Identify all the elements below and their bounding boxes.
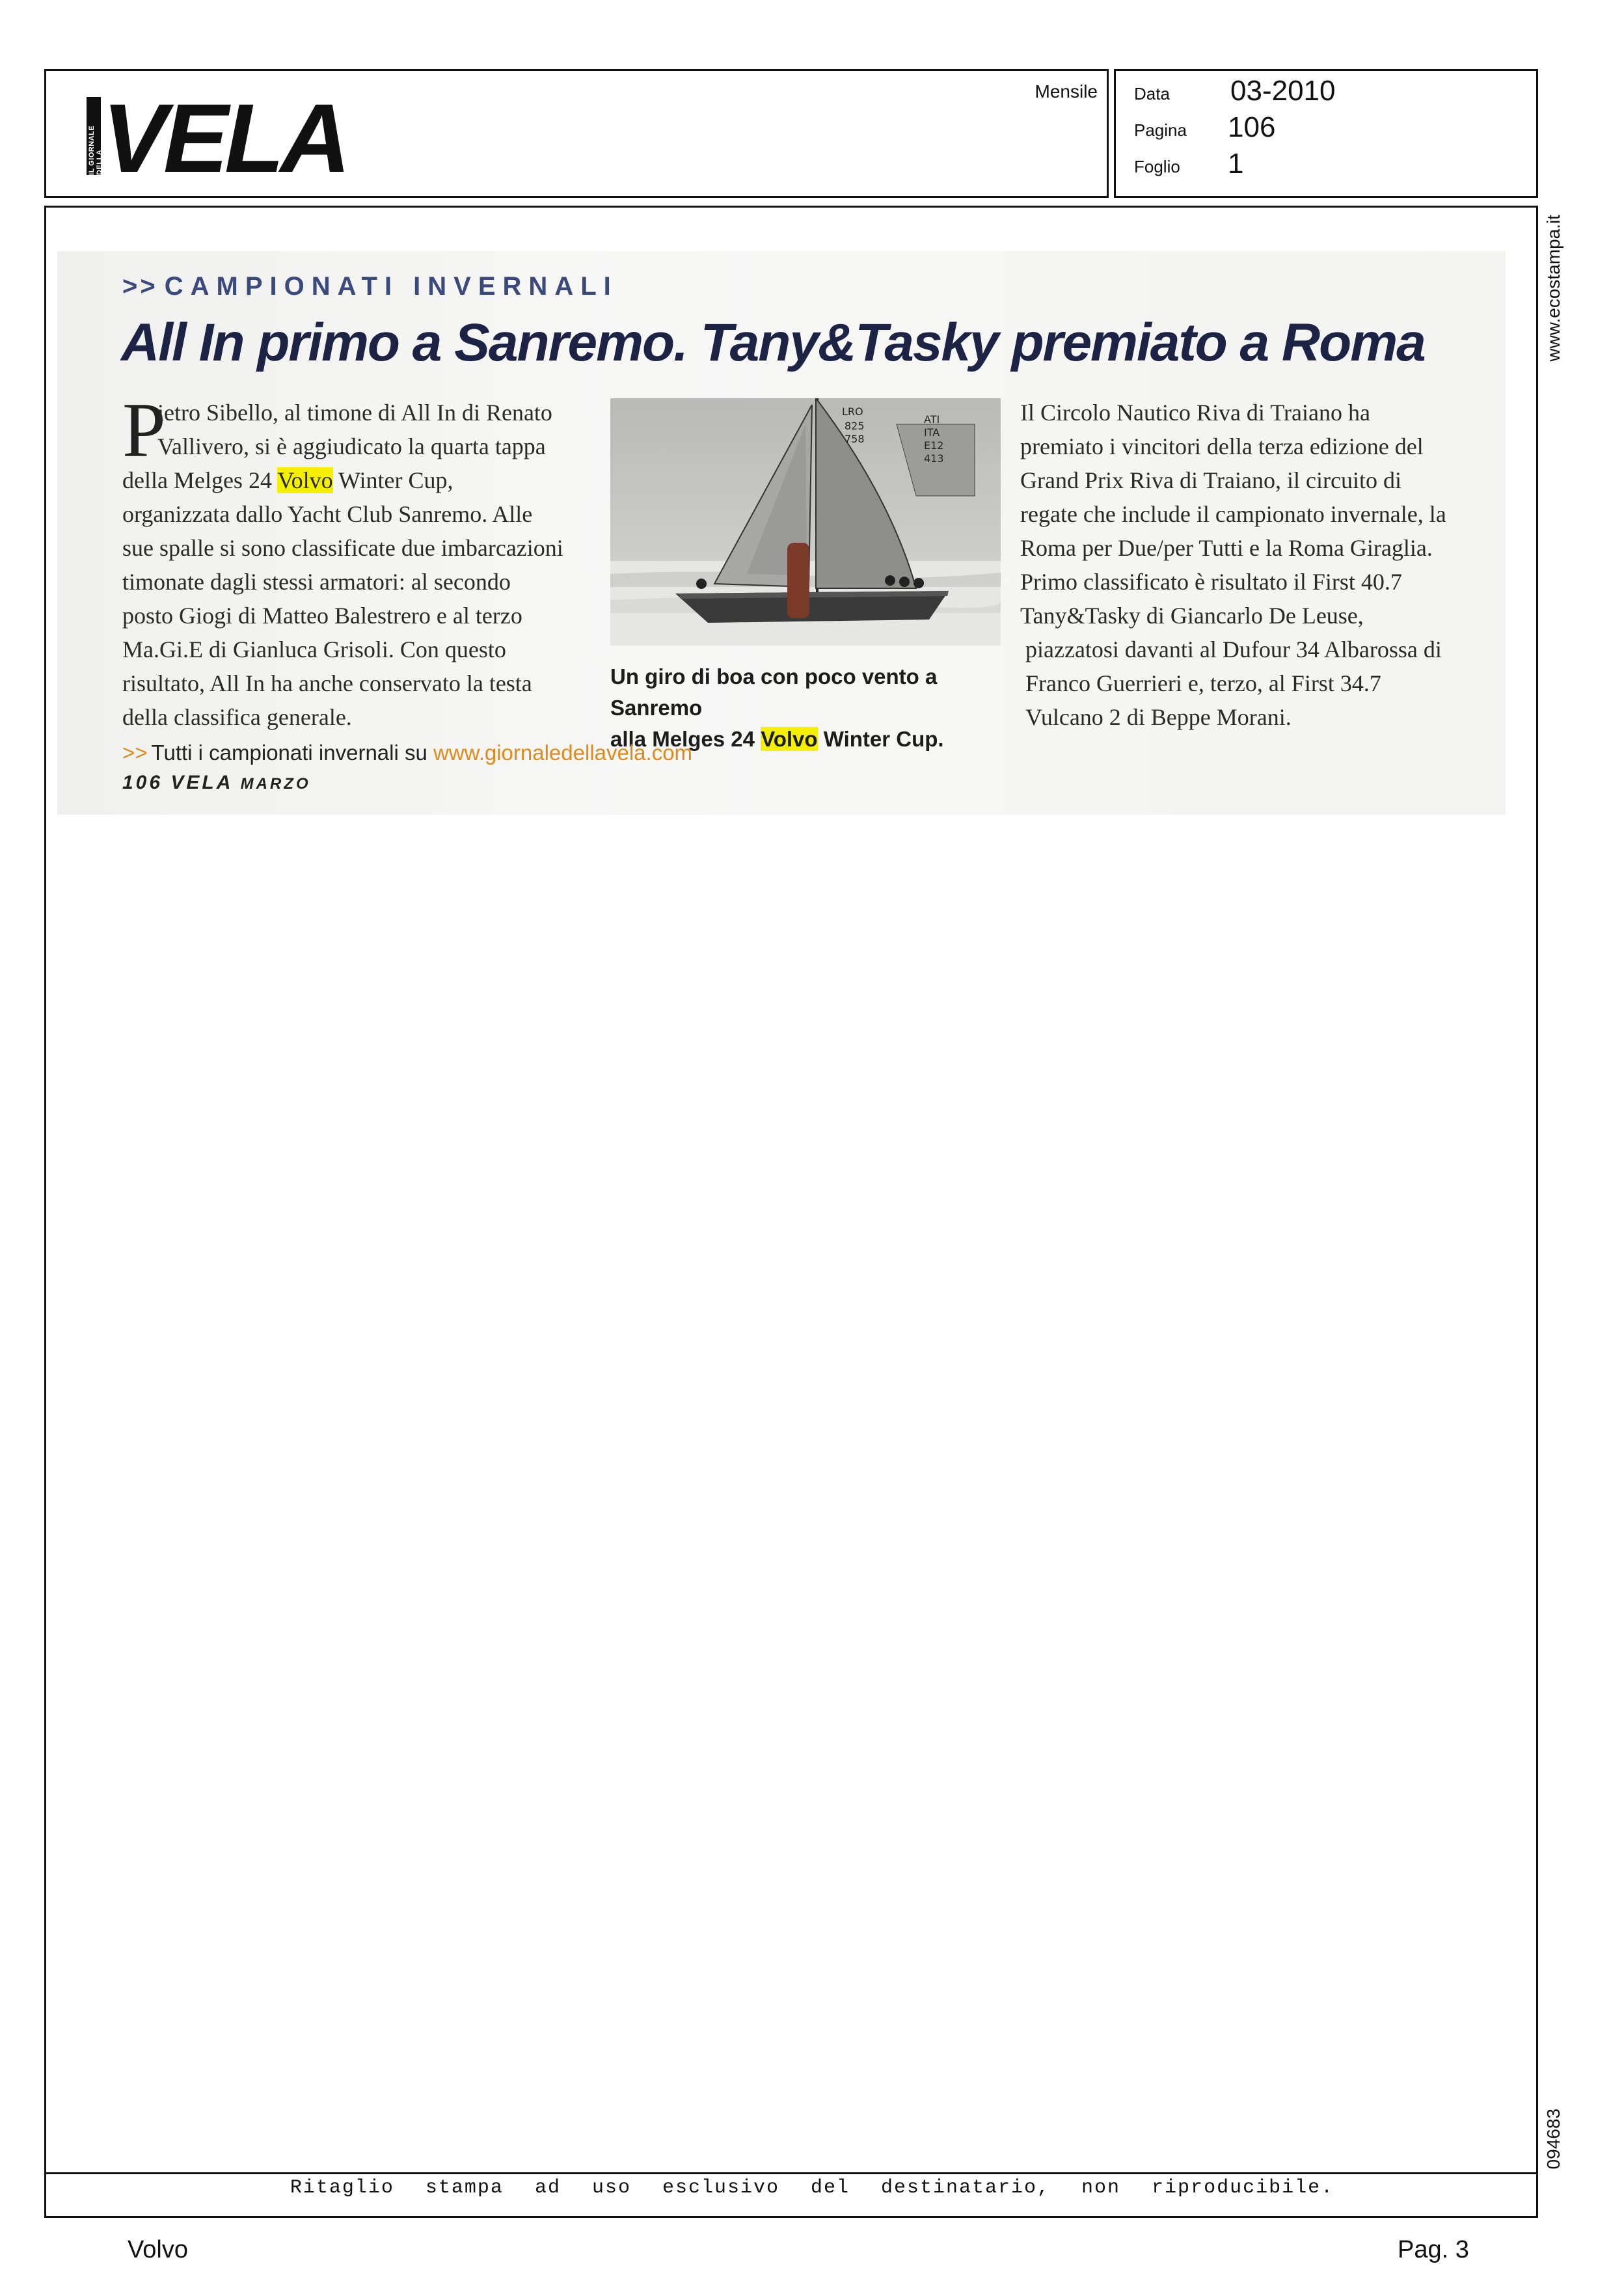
photo-caption: Un giro di boa con poco vento a Sanremo alla Melges 24 Volvo Winter Cup.	[610, 664, 944, 751]
reproduction-notice: Ritaglio stampa ad uso esclusivo del destinatario, non riproducibile.	[290, 2177, 1334, 2199]
article-column-1: ietro Sibello, al timone di All In di Renato Vallivero, si è aggiudicato la quarta tappa della Melges 24 Volvo Winter Cup, organizzata dallo Yacht Club Sanremo. Alle sue spalle si sono classificate due imbarcazioni timonate dagli stessi armatori: al secondo posto Giogi di Matteo Balestrero e al terzo Ma.Gi.E di Gianluca Grisoli. Con questo risultato, All In ha anche conservato la testa della classifica generale.	[122, 400, 563, 730]
highlight-volvo-caption: Volvo	[761, 727, 818, 751]
sail-number-6: E12	[924, 439, 944, 452]
sail-number-4: ATI	[924, 413, 940, 426]
more-info-line: >> Tutti i campionati invernali su www.giornaledellavela.com	[122, 741, 693, 765]
sail-number-7: 413	[924, 452, 944, 465]
article-headline: All In primo a Sanremo. Tany&Tasky premiato a Roma	[121, 313, 1425, 372]
client-name: Volvo	[128, 2236, 188, 2263]
sail-number-3: 758	[845, 433, 865, 445]
date-label: Data	[1134, 84, 1170, 103]
sail-number-2: 825	[845, 420, 865, 432]
sail-number-1: LRO	[842, 405, 863, 418]
sailboat-illustration	[610, 398, 1001, 646]
page-number: Pag. 3	[1398, 2236, 1469, 2263]
header-meta-box	[1114, 69, 1538, 198]
page-value: 106	[1228, 111, 1276, 143]
sheet-value: 1	[1228, 148, 1244, 180]
header-masthead-box	[44, 69, 1109, 198]
regatta-photo	[610, 398, 1001, 646]
article-kicker: >> CAMPIONATI INVERNALI	[122, 272, 618, 301]
ecostampa-url: www.ecostampa.it	[1543, 215, 1563, 362]
frequency-label: Mensile	[1035, 81, 1098, 102]
giornaledellavela-link[interactable]: www.giornaledellavela.com	[433, 741, 693, 765]
highlight-volvo: Volvo	[277, 467, 333, 493]
date-value: 03-2010	[1230, 75, 1336, 107]
sheet-label: Foglio	[1134, 157, 1180, 176]
issue-folio: 106 VELA MARZO	[122, 772, 311, 793]
drop-cap: P	[122, 387, 166, 473]
footer-divider	[44, 2172, 1538, 2174]
article-column-3: Il Circolo Nautico Riva di Traiano ha premiato i vincitori della terza edizione del Grand Prix Riva di Traiano, il circuito di regate che include il campionato invernale, la Roma per Due/per Tutti e la Roma Giraglia. Primo classificato è risultato il First 40.7 Tany&Tasky di Giancarlo De Leuse, piazzatosi davanti al Dufour 34 Albarossa di Franco Guerrieri e, terzo, al First 34.7 Vulcano 2 di Beppe Morani.	[1020, 400, 1446, 730]
vela-logo: VELA	[102, 83, 347, 193]
document-code: 094683	[1543, 2108, 1563, 2170]
page-label: Pagina	[1134, 120, 1187, 140]
sail-number-5: ITA	[924, 426, 940, 439]
logo-strip: IL GIORNALE DELLA	[87, 97, 101, 175]
